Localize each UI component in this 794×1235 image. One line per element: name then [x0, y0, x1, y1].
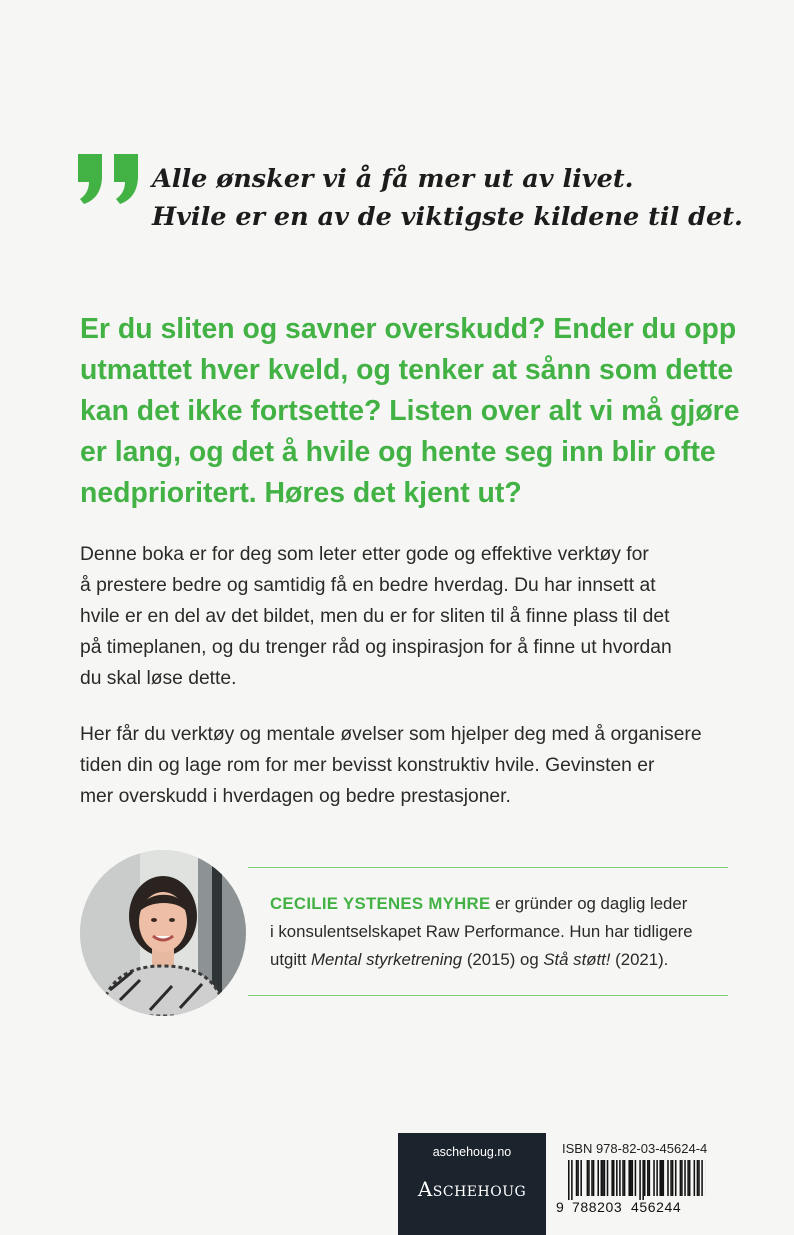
book-title: Mental styrketrening: [311, 950, 463, 969]
body-line: du skal løse dette.: [80, 668, 237, 689]
publisher-url: aschehoug.no: [432, 1145, 512, 1159]
barcode-bar: [687, 1160, 689, 1196]
author-bio-line: i konsulentselskapet Raw Performance. Hun har tidligere: [270, 922, 693, 941]
body-line: hvile er en del av det bildet, men du er for sliten til å finne plass til det: [80, 606, 670, 627]
author-photo: [80, 850, 246, 1016]
barcode-bar: [591, 1160, 593, 1196]
pull-quote-line: Hvile er en av de viktigste kildene til det.: [152, 202, 743, 232]
barcode-bar: [576, 1160, 578, 1196]
barcode-bar: [663, 1160, 665, 1196]
barcode-bar: [630, 1160, 632, 1196]
barcode-bar: [675, 1160, 677, 1196]
barcode-bar: [587, 1160, 589, 1196]
body-line: Her får du verktøy og mentale øvelser som hjelper deg med å organisere: [80, 724, 702, 745]
barcode-bar: [659, 1160, 661, 1196]
barcode-bar: [684, 1160, 686, 1196]
barcode-bar: [624, 1160, 626, 1196]
barcode-bar: [571, 1160, 573, 1200]
lede-line: utmattet hver kveld, og tenker at sånn som dette: [80, 354, 734, 386]
barcode-bar: [647, 1160, 649, 1196]
lede-line: nedprioritert. Høres det kjent ut?: [80, 477, 522, 509]
barcode-bar: [644, 1160, 646, 1196]
barcode-bar: [611, 1160, 613, 1196]
barcode-bar: [661, 1160, 663, 1196]
lede-line: kan det ikke fortsette? Listen over alt vi må gjøre: [80, 395, 740, 427]
barcode-bar: [604, 1160, 606, 1196]
barcode-bar: [568, 1160, 570, 1200]
quote-mark-right-icon: [112, 154, 138, 204]
publisher-logo: Aschehoug: [417, 1177, 527, 1201]
author-bio-line: [270, 890, 740, 918]
barcode-bar: [642, 1160, 644, 1200]
isbn-label: ISBN 978-82-03-45624-4: [562, 1141, 708, 1156]
barcode-bar: [689, 1160, 691, 1196]
body-line: på timeplanen, og du trenger råd og inspirasjon for å finne ut hvordan: [80, 637, 672, 658]
barcode-digits-group: 788203: [572, 1199, 623, 1215]
barcode-bar: [602, 1160, 604, 1196]
lede-line: Er du sliten og savner overskudd? Ender du opp: [80, 313, 737, 345]
barcode-bar: [628, 1160, 630, 1196]
body-line: tiden din og lage rom for mer bevisst konstruktiv hvile. Gevinsten er: [80, 755, 655, 776]
body-paragraph-1: [80, 539, 730, 694]
body-line: mer overskudd i hverdagen og bedre prestasjoner.: [80, 786, 511, 807]
divider-bottom: [248, 995, 728, 996]
barcode-bar: [622, 1160, 624, 1196]
barcode-bar: [588, 1160, 590, 1196]
barcode-bar: [580, 1160, 582, 1196]
author-bio-text: (2015) og: [462, 950, 544, 969]
barcode-bar: [680, 1160, 682, 1196]
body-line: Denne boka er for deg som leter etter gode og effektive verktøy for: [80, 544, 649, 565]
barcode-bar: [656, 1160, 658, 1196]
quote-mark-left-icon: [76, 154, 102, 204]
publisher-block: [398, 1133, 546, 1235]
barcode-bar: [667, 1160, 669, 1196]
author-name: CECILIE YSTENES MYHRE: [270, 894, 491, 913]
barcode-bar: [698, 1160, 700, 1196]
barcode-bar: [616, 1160, 618, 1196]
divider-top: [248, 867, 728, 868]
barcode-bar: [577, 1160, 579, 1196]
barcode-bar: [593, 1160, 595, 1196]
barcode-bar: [635, 1160, 637, 1196]
author-bio: [270, 890, 740, 974]
barcode-bar: [613, 1160, 615, 1196]
author-portrait-image: [80, 850, 246, 1016]
body-paragraph-2: [80, 719, 730, 812]
barcode-digits-group: 456244: [631, 1199, 682, 1215]
barcode-bar: [697, 1160, 699, 1196]
barcode-bar: [670, 1160, 672, 1196]
barcode-bar: [632, 1160, 634, 1196]
author-bio-line: [270, 946, 740, 974]
author-bio-text: utgitt: [270, 950, 312, 969]
barcode-bar: [601, 1160, 603, 1196]
barcode-bar: [694, 1160, 696, 1196]
barcode-bar: [597, 1160, 599, 1196]
lede-line: er lang, og det å hvile og hente seg inn blir ofte: [80, 436, 716, 468]
book-title: Stå støtt!: [543, 950, 611, 969]
barcode-bar: [653, 1160, 655, 1196]
barcode-bar: [639, 1160, 641, 1200]
barcode-bar: [672, 1160, 674, 1196]
barcode-bar: [701, 1160, 703, 1196]
author-bio-text: (2021).: [610, 950, 669, 969]
barcode-icon: [556, 1160, 706, 1200]
body-line: å prestere bedre og samtidig få en bedre hverdag. Du har innsett at: [80, 575, 656, 596]
pull-quote: [152, 160, 772, 236]
barcode-bar: [607, 1160, 609, 1196]
pull-quote-line: Alle ønsker vi å få mer ut av livet.: [152, 164, 634, 194]
barcode-digit: 9: [556, 1199, 565, 1215]
quote-mark-icon: [76, 154, 138, 204]
author-bio-text: er gründer og daglig leder: [490, 894, 688, 913]
barcode-bar: [681, 1160, 683, 1196]
lede-paragraph: [80, 309, 740, 514]
barcode-bar: [619, 1160, 621, 1196]
barcode-bar: [649, 1160, 651, 1196]
